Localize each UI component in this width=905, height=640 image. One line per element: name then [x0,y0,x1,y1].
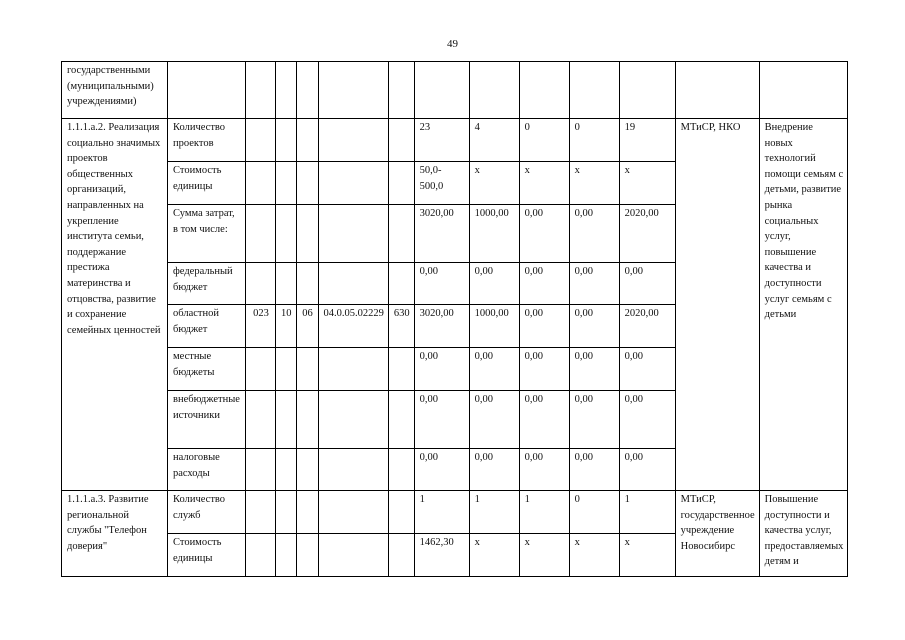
value-cell: 0,00 [519,305,569,348]
value-cell: 0,00 [569,348,619,391]
value-cell: х [569,162,619,205]
value-cell: 50,0-500,0 [414,162,469,205]
value-cell: 0,00 [619,449,675,491]
indicator-name: Сумма затрат, в том числе: [168,205,246,263]
value-cell: 2020,00 [619,305,675,348]
value-cell: 0,00 [519,263,569,305]
value-cell: х [519,534,569,577]
value-cell: 23 [414,119,469,162]
value-cell: 0,00 [519,391,569,449]
table-row [62,62,848,119]
value-cell: 1000,00 [469,305,519,348]
value-cell: 0,00 [414,449,469,491]
value-cell: 0,00 [569,391,619,449]
executor: МТиСР, НКО [675,119,759,491]
value-cell: 1 [519,491,569,534]
value-cell: 0 [569,491,619,534]
value-cell: х [569,534,619,577]
value-cell: х [519,162,569,205]
code-cell: 10 [276,305,297,348]
indicator-name: внебюджетные источники [168,391,246,449]
value-cell: х [469,162,519,205]
indicator-name: федеральный бюджет [168,263,246,305]
measure-name: 1.1.1.а.2. Реализация социально значимых проектов общественных организаций, направленных на укрепление института семьи, поддержание престижа материнства и отцовства, развитие и сохранение семейных ценностей [62,119,168,491]
value-cell: 0,00 [619,263,675,305]
value-cell: 0,00 [619,391,675,449]
indicator-name: Количество служб [168,491,246,534]
code-cell: 06 [296,305,318,348]
value-cell: 1 [619,491,675,534]
code-cell: 04.0.05.02229 [318,305,388,348]
value-cell: 0,00 [519,449,569,491]
table-row [62,119,848,162]
value-cell: 0,00 [569,305,619,348]
value-cell: 1462,30 [414,534,469,577]
value-cell: 0,00 [619,348,675,391]
indicator-name: Стоимость единицы [168,534,246,577]
program-table [61,61,848,577]
value-cell: 0,00 [519,348,569,391]
value-cell: 4 [469,119,519,162]
value-cell: 1000,00 [469,205,519,263]
value-cell: 2020,00 [619,205,675,263]
value-cell: х [619,534,675,577]
value-cell: 0 [569,119,619,162]
page-number: 49 [447,38,458,50]
value-cell: 0,00 [469,449,519,491]
value-cell: 0,00 [569,263,619,305]
expected-result: Повышение доступности и качества услуг, предоставляемых детям и [759,491,848,577]
indicator-name: местные бюджеты [168,348,246,391]
indicator-name: областной бюджет [168,305,246,348]
code-cell: 023 [246,305,276,348]
value-cell: 0 [519,119,569,162]
value-cell: х [469,534,519,577]
table-row [62,491,848,534]
measure-name: 1.1.1.а.3. Развитие региональной службы "Телефон доверия" [62,491,168,577]
value-cell: 0,00 [414,263,469,305]
value-cell: 3020,00 [414,205,469,263]
value-cell: 0,00 [569,449,619,491]
value-cell: 0,00 [469,263,519,305]
value-cell: 0,00 [569,205,619,263]
value-cell: 1 [469,491,519,534]
code-cell: 630 [388,305,414,348]
value-cell: 0,00 [414,348,469,391]
value-cell: 3020,00 [414,305,469,348]
value-cell: х [619,162,675,205]
value-cell: 1 [414,491,469,534]
value-cell: 19 [619,119,675,162]
value-cell: 0,00 [469,348,519,391]
indicator-name: Количество проектов [168,119,246,162]
value-cell: 0,00 [469,391,519,449]
measure-name: государственными (муниципальными) учреждениями) [62,62,168,119]
indicator-name: Стоимость единицы [168,162,246,205]
expected-result: Внедрение новых технологий помощи семьям с детьми, развитие рынка социальных услуг, повышение качества и доступности услуг семьям с детьми [759,119,848,491]
value-cell: 0,00 [519,205,569,263]
value-cell: 0,00 [414,391,469,449]
indicator-name: налоговые расходы [168,449,246,491]
executor: МТиСР, государственное учреждение Новосибирс [675,491,759,577]
